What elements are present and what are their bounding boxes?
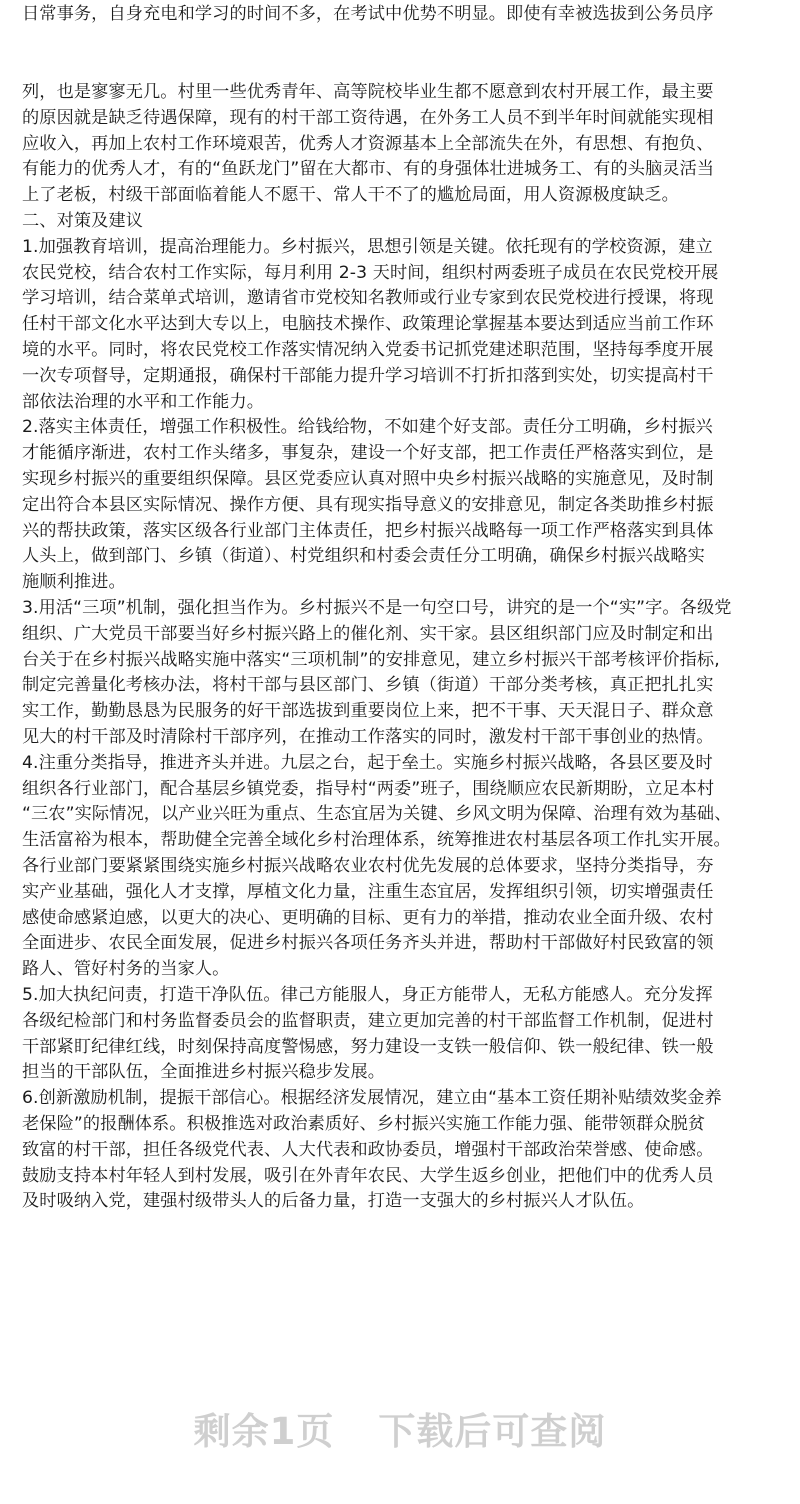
text-line: 及时吸纳入党，建强村级带头人的后备力量，打造一支强大的乡村振兴人才队伍。 bbox=[22, 1191, 645, 1212]
text-line: 4.注重分类指导，推进齐头并进。九层之台，起于垒土。实施乡村振兴战略，各县区要及时 bbox=[22, 752, 713, 773]
text-line: 实产业基础，强化人才支撑，厚植文化力量，注重生态宜居，发挥组织引领，切实增强责任 bbox=[22, 881, 714, 902]
text-line: 农民党校，结合农村工作实际，每月利用 2-3 天时间，组织村两委班子成员在农民党校开展 bbox=[22, 262, 719, 283]
text-line: 才能循序渐进，农村工作头绪多，事复杂，建设一个好支部，把工作责任严格落实到位，是 bbox=[22, 443, 714, 464]
text-line: 感使命感紧迫感，以更大的决心、更明确的目标、更有力的举措，推动农业全面升级、农村 bbox=[22, 907, 714, 928]
text-line: 的原因就是缺乏待遇保障，现有的村干部工资待遇，在外务工人员不到半年时间就能实现相 bbox=[22, 107, 714, 128]
text-line: 6.创新激励机制，提振干部信心。根据经济发展情况，建立由“基本工资任期补贴绩效奖金养 bbox=[22, 1088, 722, 1109]
text-line: 2.落实主体责任，增强工作积极性。给钱给物，不如建个好支部。责任分工明确，乡村振兴 bbox=[22, 417, 713, 438]
text-line: 上了老板，村级干部面临着能人不愿干、常人干不了的尴尬局面，用人资源极度缺乏。 bbox=[22, 185, 679, 206]
text-line: 5.加大执纪问责，打造干净队伍。律己方能服人，身正方能带人，无私方能感人。充分发挥 bbox=[22, 985, 713, 1005]
text-line: 各级纪检部门和村务监督委员会的监督职责，建立更加完善的村干部监督工作机制，促进村 bbox=[22, 1010, 714, 1031]
text-line: 鼓励支持本村年轻人到村发展，吸引在外青年农民、大学生返乡创业，把他们中的优秀人员 bbox=[22, 1165, 714, 1186]
text-line: 组织各行业部门，配合基层乡镇党委，指导村“两委”班子，围绕顺应农民新期盼，立足本村 bbox=[22, 778, 715, 799]
text-line: 二、对策及建议 bbox=[22, 211, 144, 231]
download-hint-label: 下载后可查阅 bbox=[378, 1410, 607, 1453]
text-line: “三农”实际情况，以产业兴旺为重点、生态宜居为关键、乡风文明为保障、治理有效为基础、 bbox=[22, 804, 732, 825]
text-line: 任村干部文化水平达到大专以上，电脑技术操作、政策理论掌握基本要达到适应当前工作环 bbox=[22, 314, 714, 335]
text-line: 有能力的优秀人才，有的“鱼跃龙门”留在大都市、有的身强体壮进城务工、有的头脑灵活当 bbox=[22, 159, 715, 180]
text-line: 3.用活“三项”机制，强化担当作为。乡村振兴不是一句空口号，讲究的是一个“实”字。各级党 bbox=[22, 598, 732, 618]
text-line: 组织、广大党员干部要当好乡村振兴路上的催化剂、实干家。县区组织部门应及时制定和出 bbox=[22, 623, 714, 644]
text-line: 列，也是寥寥无几。村里一些优秀青年、高等院校毕业生都不愿意到农村开展工作，最主要 bbox=[22, 82, 714, 102]
text-line: 部依法治理的水平和工作能力。 bbox=[22, 391, 265, 412]
text-line: 实现乡村振兴的重要组织保障。县区党委应认真对照中央乡村振兴战略的实施意见，及时制 bbox=[22, 469, 714, 489]
text-line: 担当的干部队伍，全面推进乡村振兴稳步发展。 bbox=[22, 1062, 386, 1083]
text-line-top: 日常事务，自身充电和学习的时间不多，在考试中优势不明显。即使有幸被选拔到公务员序 bbox=[22, 4, 714, 24]
text-line: 各行业部门要紧紧围绕实施乡村振兴战略农业农村优先发展的总体要求，坚持分类指导，夯 bbox=[22, 856, 714, 876]
text-line: 学习培训，结合菜单式培训，邀请省市党校知名教师或行业专家到农民党校进行授课，将现 bbox=[22, 288, 714, 309]
text-line: 老保险”的报酬体系。积极推选对政治素质好、乡村振兴实施工作能力强、能带领群众脱贫 bbox=[22, 1114, 706, 1134]
text-line: 致富的村干部，担任各级党代表、人大代表和政协委员，增强村干部政治荣誉感、使命感。 bbox=[22, 1139, 714, 1160]
text-line: 人头上，做到部门、乡镇（街道）、村党组织和村委会责任分工明确，确保乡村振兴战略实 bbox=[22, 546, 705, 567]
download-banner[interactable] bbox=[0, 1402, 800, 1462]
text-line: 1.加强教育培训，提高治理能力。乡村振兴，思想引领是关键。依托现有的学校资源，建立 bbox=[22, 236, 713, 257]
text-line: 实工作，勤勤恳恳为民服务的好干部选拔到重要岗位上来，把不干事、天天混日子、群众意 bbox=[22, 701, 714, 722]
text-line: 境的水平。同时，将农民党校工作落实情况纳入党委书记抓党建述职范围，坚持每季度开展 bbox=[22, 340, 714, 360]
text-line: 路人、管好村务的当家人。 bbox=[22, 959, 230, 980]
text-line: 全面进步、农民全面发展，促进乡村振兴各项任务齐头并进，帮助村干部做好村民致富的领 bbox=[22, 933, 714, 954]
text-line: 应收入，再加上农村工作环境艰苦，优秀人才资源基本上全部流失在外，有思想、有抱负、 bbox=[22, 133, 714, 154]
text-line: 施顺利推进。 bbox=[22, 572, 126, 593]
text-line: 干部紧盯纪律红线，时刻保持高度警惕感，努力建设一支铁一般信仰、铁一般纪律、铁一般 bbox=[22, 1036, 714, 1057]
text-line: 生活富裕为根本，帮助健全完善全域化乡村治理体系，统筹推进农村基层各项工作扎实开展。 bbox=[22, 830, 731, 851]
text-line: 定出符合本县区实际情况、操作方便、具有现实指导意义的安排意见，制定各类助推乡村振 bbox=[22, 494, 714, 515]
text-line: 台关于在乡村振兴战略实施中落实“三项机制”的安排意见，建立乡村振兴干部考核评价指标, bbox=[22, 649, 720, 670]
remaining-pages-label: 剩余1页 bbox=[193, 1410, 335, 1453]
text-line: 见大的村干部及时清除村干部序列，在推动工作落实的同时，激发村干部干事创业的热情。 bbox=[22, 727, 714, 747]
text-line: 一次专项督导，定期通报，确保村干部能力提升学习培训不打折扣落到实处，切实提高村干 bbox=[22, 365, 714, 386]
text-line: 制定完善量化考核办法，将村干部与县区部门、乡镇（街道）干部分类考核，真正把扎扎实 bbox=[22, 675, 714, 696]
text-line: 兴的帮扶政策，落实区级各行业部门主体责任，把乡村振兴战略每一项工作严格落实到具体 bbox=[22, 520, 714, 541]
